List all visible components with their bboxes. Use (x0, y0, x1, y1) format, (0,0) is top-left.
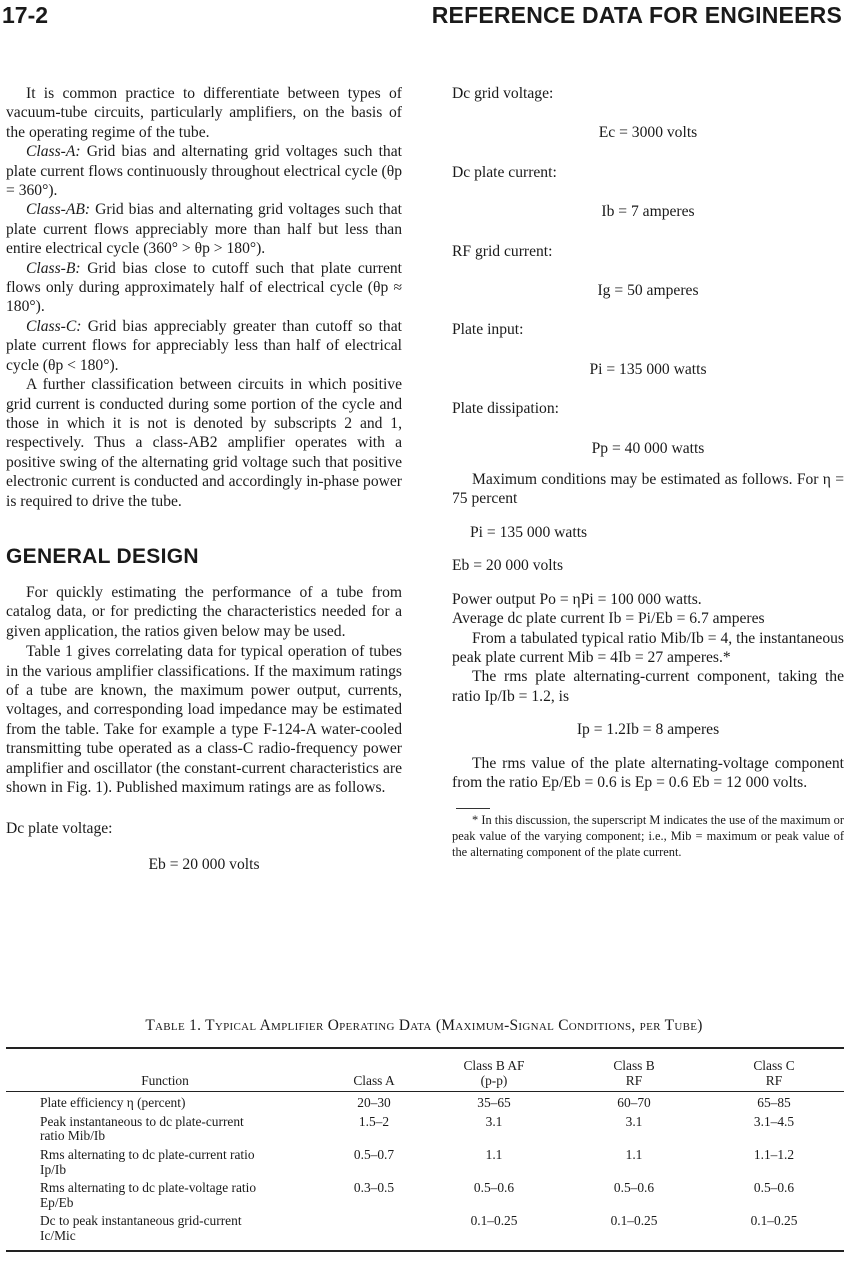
page-number: 17-2 (2, 2, 49, 28)
table-header-cell: Function (6, 1048, 324, 1092)
rf-grid-current-label: RF grid current: (452, 242, 553, 260)
table-cell: 20–30 (357, 1095, 391, 1111)
class-ab-term: Class-AB: (26, 201, 91, 219)
table-cell: 0.5–0.7 (353, 1146, 395, 1162)
table-cell: 0.1–0.25 (564, 1214, 704, 1250)
maximum-conditions-paragraph: Maximum conditions may be estimated as follows. For η = 75 percent (452, 471, 844, 508)
table-cell: 3.1 (625, 1113, 643, 1129)
dc-plate-voltage-label: Dc plate voltage: (6, 820, 113, 838)
table-cell: 0.1–0.25 (424, 1214, 564, 1250)
table-cell: 0.3–0.5 (353, 1180, 395, 1196)
class-c-text: Grid bias appreciably greater than cutoff so that plate current flows for appreciably less than half of electrical cycle (θp < 180°). (6, 317, 402, 374)
table-row (6, 1214, 844, 1250)
table-cell: 3.1–4.5 (753, 1113, 795, 1129)
running-title: REFERENCE DATA FOR ENGINEERS (431, 2, 842, 28)
table-cell: 0.5–0.6 (753, 1180, 795, 1196)
rms-plate-voltage-paragraph: The rms value of the plate alternating-voltage component from the ratio Ep/Eb = 0.6 is Ep = 0.6 Eb = 12 000 volts. (452, 754, 844, 791)
general-design-paragraph-2: Table 1 gives correlating data for typical operation of tubes in the various amplifier classifications. If the maximum ratings of a tube are known, the maximum power output, currents, voltages, and corresponding load impedance may be estimated from the table. Take for example a type F-124-A water-cooled transmitting tube operated as a class-C radio-frequency power amplifier and oscillator (the constant-current characteristics are shown in Fig. 1). Published maximum ratings are as follows. (6, 643, 402, 796)
page-header (0, 0, 848, 34)
equation-ec: Ec = 3000 volts (598, 124, 698, 142)
table-row (6, 1115, 844, 1148)
class-a-term: Class-A: (26, 143, 81, 161)
class-b-text: Grid bias close to cutoff such that plate current flows only during approximately half of electrical cycle (θp ≈ 180°). (6, 259, 402, 316)
equation-ib: Ib = 7 amperes (601, 203, 695, 221)
class-b-paragraph (6, 259, 402, 317)
section-heading-general-design: GENERAL DESIGN (6, 544, 199, 568)
table-cell: 1.1 (625, 1146, 643, 1162)
amplifier-data-table (6, 1047, 844, 1252)
footnote: * In this discussion, the superscript M indicates the use of the maximum or peak value of the varying component; i.e., Mib = maximum or peak value of the alternating component of the plate current. (452, 813, 844, 859)
average-dc-plate-current-line: Average dc plate current Ib = Pi/Eb = 6.7 amperes (452, 610, 765, 628)
further-classification-paragraph: A further classification between circuits in which positive grid current is conducted during some portion of the cycle and those in which it is not is denoted by subscripts 2 and 1, respectively. Thus a class-AB2 amplifier operates with a positive swing of the alternating grid voltage such that positive electronic current is conducted and accordingly in-phase power is required to drive the tube. (6, 376, 402, 510)
table-header-cell: Class A (324, 1048, 424, 1092)
equation-eb: Eb = 20 000 volts (148, 855, 260, 873)
table-cell-function: Plate efficiency η (percent) (40, 1095, 186, 1111)
dc-plate-current-label: Dc plate current: (452, 163, 557, 181)
table-cell: 0.1–0.25 (704, 1214, 844, 1250)
class-ab-text: Grid bias and alternating grid voltages such that plate current flows appreciably more than half but less than entire electrical cycle (360° > θp > 180°). (6, 201, 402, 258)
equation-pi-2: Pi = 135 000 watts (470, 523, 588, 541)
equation-ip: Ip = 1.2Ib = 8 amperes (576, 721, 720, 739)
table-cell-function: Dc to peak instantaneous grid-current Ic/Mic (6, 1214, 324, 1250)
equation-pi: Pi = 135 000 watts (589, 360, 707, 378)
table-cell: 1.5–2 (358, 1113, 390, 1129)
class-c-term: Class-C: (26, 317, 82, 335)
rms-plate-current-paragraph: The rms plate alternating-current component, taking the ratio Ip/Ib = 1.2, is (452, 668, 844, 705)
footnote-rule (456, 808, 490, 809)
table-cell: 0.5–0.6 (473, 1180, 515, 1196)
class-c-paragraph (6, 317, 402, 375)
table-cell-function: Peak instantaneous to dc plate-current ratio Mib/Ib (40, 1113, 244, 1144)
general-design-paragraph-1: For quickly estimating the performance of a tube from catalog data, or for predicting the characteristics needed for a given application, the ratios given below may be used. (6, 583, 402, 640)
table-row (6, 1092, 844, 1115)
equation-eb-2: Eb = 20 000 volts (452, 557, 564, 575)
plate-dissipation-label: Plate dissipation: (452, 400, 559, 418)
table-cell: 3.1 (485, 1113, 503, 1129)
table-cell (324, 1214, 424, 1250)
plate-input-label: Plate input: (452, 321, 524, 339)
table-header-cell: Class C RF (704, 1048, 844, 1092)
table-cell: 1.1–1.2 (753, 1146, 795, 1162)
table-cell: 1.1 (485, 1146, 503, 1162)
table-cell-function: Rms alternating to dc plate-voltage ratio Ep/Eb (40, 1180, 257, 1210)
dc-grid-voltage-label: Dc grid voltage: (452, 85, 554, 102)
table-header-row (6, 1048, 844, 1092)
peak-current-paragraph: From a tabulated typical ratio Mib/Ib = 4, the instantaneous peak plate current Mib = 4Ib = 27 amperes.* (452, 629, 844, 666)
table-row (6, 1181, 844, 1214)
class-a-text: Grid bias and alternating grid voltages such that plate current flows continuously throughout electrical cycle (θp = 360°). (6, 143, 402, 200)
class-a-paragraph (6, 142, 402, 200)
class-b-term: Class-B: (26, 259, 81, 277)
table-cell: 35–65 (477, 1095, 511, 1111)
equation-pp: Pp = 40 000 watts (591, 439, 705, 457)
left-column (6, 84, 402, 874)
table-cell-function: Rms alternating to dc plate-current ratio Ip/Ib (40, 1146, 255, 1177)
table-caption: Table 1. Typical Amplifier Operating Data (Maximum-Signal Conditions, per Tube) (145, 1017, 703, 1034)
table-header-cell: Class B AF (p-p) (424, 1048, 564, 1092)
intro-paragraph: It is common practice to differentiate between types of vacuum-tube circuits, particularly amplifiers, on the basis of the operating regime of the tube. (6, 85, 402, 141)
table-cell: 0.5–0.6 (613, 1180, 655, 1196)
class-ab-paragraph (6, 200, 402, 258)
table-row (6, 1148, 844, 1181)
equation-ig: Ig = 50 amperes (597, 282, 699, 300)
power-output-line: Power output Po = ηPi = 100 000 watts. (452, 590, 702, 608)
table-cell: 60–70 (617, 1095, 651, 1111)
table-header-cell: Class B RF (564, 1048, 704, 1092)
right-column (452, 84, 844, 860)
table-cell: 65–85 (757, 1095, 791, 1111)
